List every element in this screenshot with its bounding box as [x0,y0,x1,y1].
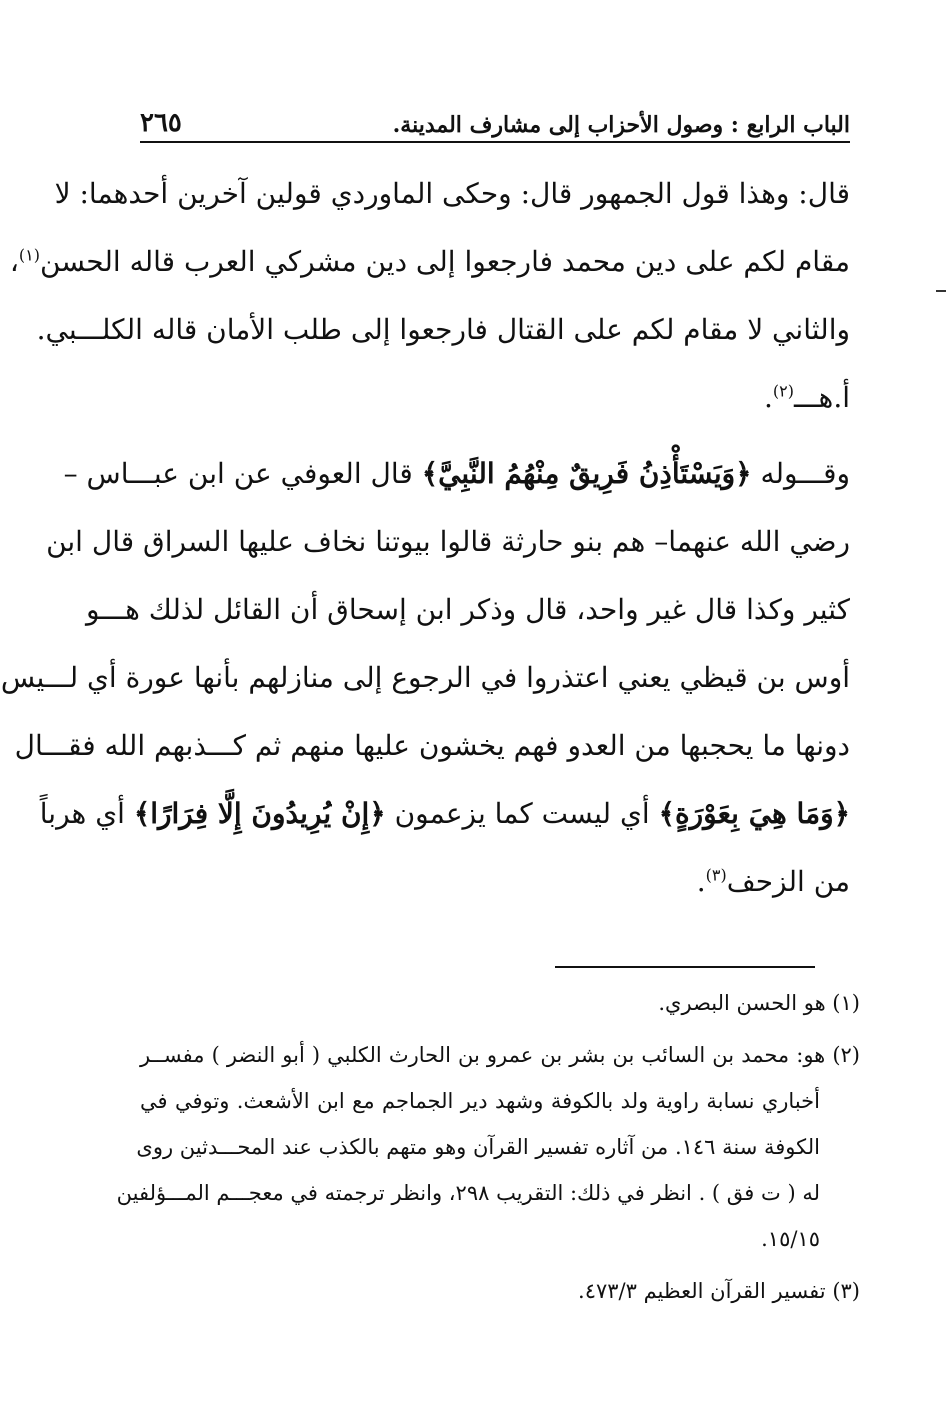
footnote-text: (١) هو الحسن البصري. [658,991,860,1015]
text-line-6 [46,508,850,576]
footnote-text: له ( ت فق ) . انظر في ذلك: التقريب ٢٩٨، وانظر ترجمته في معجـــم المـــؤلفين [116,1181,820,1205]
line-text: دونها ما يحجبها من العدو فهم يخشون عليها منهم ثم كـــذبهم الله فقـــال [14,729,850,762]
footnote-2-line-2 [140,1078,860,1124]
line-text: قال العوفي عن ابن عبـــاس – [63,457,413,490]
line-text: قال: وهذا قول الجمهور قال: وحكى الماوردي قولين آخرين أحدهما: لا [54,177,850,210]
footnote-2-line-3 [136,1124,860,1170]
footnote-ref-1: (١) [18,245,40,265]
text-line-3 [36,296,850,364]
main-text [0,160,850,916]
line-punct: . [696,865,706,898]
line-text: مقام لكم على دين محمد فارجعوا إلى دين مشركي العرب قاله الحسن [40,245,850,278]
footnote-2-line-5 [140,1216,860,1262]
running-title: الباب الرابع : وصول الأحزاب إلى مشارف المدينة. [392,112,850,138]
quran-verse: ﴿وَمَا هِيَ بِعَوْرَةٍ﴾ [658,797,850,830]
margin-mark [936,290,946,292]
footnote-text: (٣) تفسير القرآن العظيم ٤٧٣/٣. [578,1279,860,1303]
line-text: رضي الله عنهما– هم بنو حارثة قالوا بيوتنا نخاف عليها السراق قال ابن [46,525,850,558]
footnote-2-line-4 [116,1170,860,1216]
page-number: ٢٦٥ [140,108,182,138]
page-header [140,104,850,138]
line-punct: . [763,381,773,414]
footnote-text: (٢) هو: محمد بن السائب بن بشر بن عمرو بن الحارث الكلبي ( أبو النضر ) مفســر [140,1043,860,1067]
header-rule [140,141,850,143]
footnote-text: ١٥/١٥. [761,1227,820,1251]
text-line-5 [63,440,850,508]
quran-verse: ﴿إِنْ يُرِيدُونَ إِلَّا فِرَارًا﴾ [133,797,386,830]
line-text: والثاني لا مقام لكم على القتال فارجعوا إلى طلب الأمان قاله الكلـــبي. [36,313,850,346]
footnote-ref-2: (٢) [772,381,794,401]
text-line-1 [54,160,850,228]
text-line-8 [0,644,850,712]
line-punct: ، [9,245,19,278]
quran-verse: ﴿وَيَسْتَأْذِنُ فَرِيقٌ مِنْهُمُ النَّبِيَّ﴾ [421,457,752,490]
footnote-ref-3: (٣) [705,865,727,885]
line-text: أي هرباً [39,797,125,830]
text-line-4 [140,364,850,432]
footnote-2-line-1 [140,1032,860,1078]
text-line-2 [9,228,850,296]
footnote-separator [555,966,815,968]
text-line-9 [14,712,850,780]
text-line-7 [86,576,850,644]
line-text: من الزحف [726,865,850,898]
line-text: أوس بن قيظي يعني اعتذروا في الرجوع إلى منازلهم بأنها عورة أي لـــيس [0,661,850,694]
line-text: كثير وكذا قال غير واحد، قال وذكر ابن إسحاق أن القائل لذلك هـــو [86,593,850,626]
line-text: أ.هـــ [793,381,850,414]
line-text: أي ليست كما يزعمون [394,797,650,830]
footnote-text: الكوفة سنة ١٤٦. من آثاره تفسير القرآن وهو متهم بالكذب عند المحـــدثين روى [136,1135,820,1159]
footnote-text: أخباري نسابة راوية ولد بالكوفة وشهد دير الجماجم مع ابن الأشعث. وتوفي في [140,1089,820,1113]
text-line-10 [39,780,850,848]
footnote-3 [140,1268,860,1314]
footnotes [116,980,860,1314]
line-text: وقـــوله [760,457,850,490]
text-line-11 [140,848,850,916]
footnote-1 [140,980,860,1026]
